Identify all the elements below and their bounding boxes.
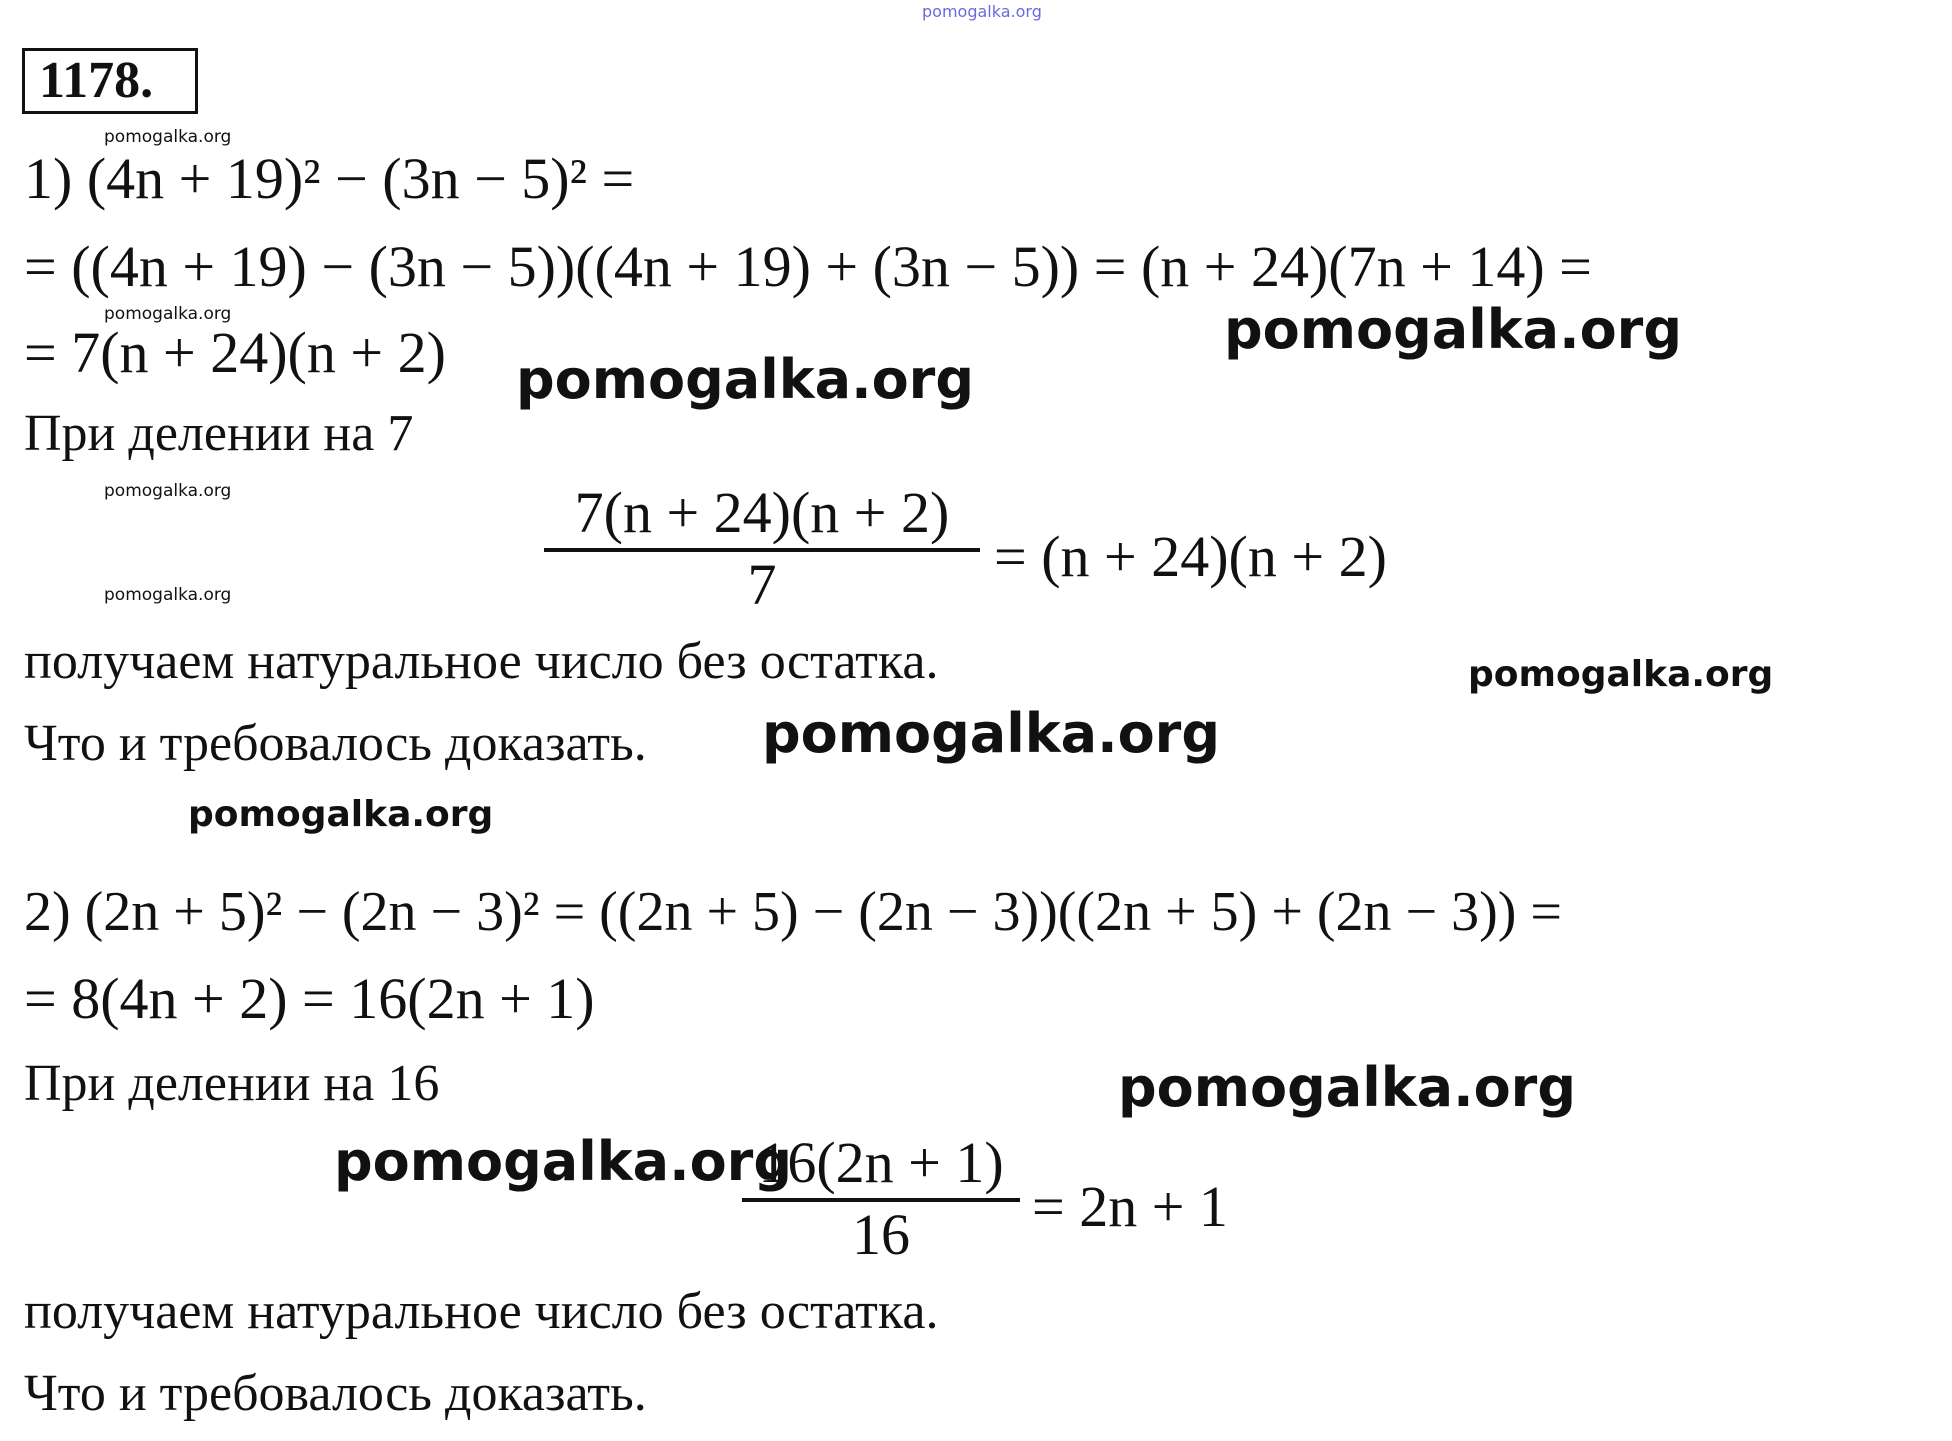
- part2-division-text: При делении на 16: [24, 1055, 440, 1112]
- part1-division-text: При делении на 7: [24, 405, 414, 462]
- watermark-large-4: pomogalka.org: [1118, 1056, 1576, 1119]
- part2-line2: = 8(4n + 2) = 16(2n + 1): [24, 966, 595, 1031]
- watermark-large-5: pomogalka.org: [334, 1130, 792, 1193]
- watermark-top: pomogalka.org: [922, 2, 1042, 21]
- part2-fraction: [742, 1130, 1020, 1267]
- watermark-medium-2: pomogalka.org: [188, 794, 494, 835]
- part2-conclusion2: Что и требовалось доказать.: [24, 1365, 647, 1422]
- part1-line2: = ((4n + 19) − (3n − 5))((4n + 19) + (3n − 5)) = (n + 24)(7n + 14) =: [24, 234, 1592, 299]
- part2-fraction-denominator: 16: [852, 1202, 910, 1267]
- watermark-large-1: pomogalka.org: [1224, 298, 1682, 361]
- watermark-small-4: pomogalka.org: [104, 585, 232, 605]
- part1-line3: = 7(n + 24)(n + 2): [24, 320, 446, 385]
- part2-line1: 2) (2n + 5)² − (2n − 3)² = ((2n + 5) − (2n − 3))((2n + 5) + (2n − 3)) =: [24, 881, 1563, 943]
- part2-fraction-result: = 2n + 1: [1032, 1174, 1228, 1239]
- part1-fraction-numerator: 7(n + 24)(n + 2): [574, 480, 950, 545]
- watermark-large-3: pomogalka.org: [762, 702, 1220, 765]
- part1-fraction-result: = (n + 24)(n + 2): [994, 524, 1387, 589]
- part1-line1: 1) (4n + 19)² − (3n − 5)² =: [24, 146, 635, 211]
- watermark-small-1: pomogalka.org: [104, 127, 232, 147]
- part1-conclusion2: Что и требовалось доказать.: [24, 715, 647, 772]
- part2-conclusion1: получаем натуральное число без остатка.: [24, 1283, 939, 1340]
- part1-conclusion1: получаем натуральное число без остатка.: [24, 633, 939, 690]
- part2-fraction-numerator: 16(2n + 1): [758, 1130, 1004, 1195]
- problem-number: 1178.: [22, 48, 198, 114]
- watermark-small-2: pomogalka.org: [104, 304, 232, 324]
- part1-fraction: [544, 480, 980, 617]
- watermark-large-2: pomogalka.org: [516, 348, 974, 411]
- part1-fraction-denominator: 7: [747, 552, 777, 617]
- watermark-medium-1: pomogalka.org: [1468, 654, 1774, 695]
- watermark-small-3: pomogalka.org: [104, 481, 232, 501]
